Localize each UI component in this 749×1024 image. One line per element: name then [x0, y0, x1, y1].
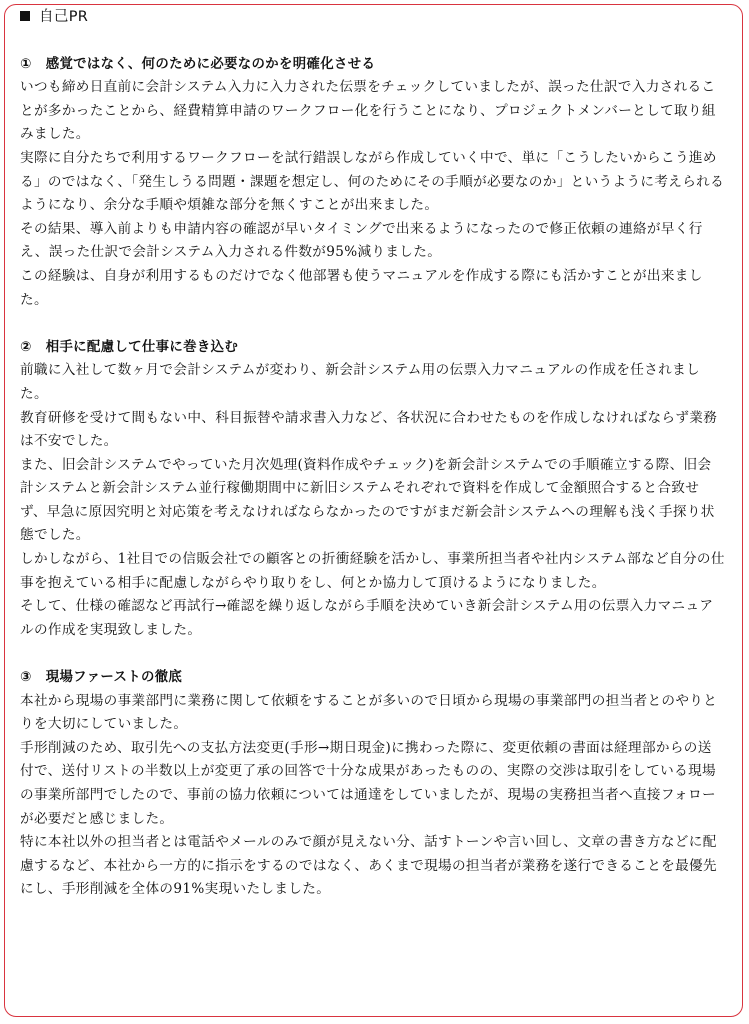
section-number: ②	[20, 339, 32, 355]
section-heading	[20, 53, 725, 77]
section-heading-text: 感覚ではなく、何のために必要なのかを明確化させる	[45, 56, 376, 72]
section-number: ③	[20, 670, 32, 686]
paragraph: いつも締め日直前に会計システム入力に入力された伝票をチェックしていましたが、誤った仕訳で入力されることが多かったことから、経費精算申請のワークフロー化を行うことになり、プロジェクトメンバーとして取り組みました。	[20, 79, 716, 143]
document-title	[20, 6, 725, 30]
section-3	[20, 666, 725, 902]
paragraph: そして、仕様の確認など再試行→確認を繰り返しながら手順を決めていき新会計システム用の伝票入力マニュアルの作成を実現致しました。	[20, 598, 714, 638]
section-heading-text: 現場ファーストの徹底	[45, 670, 183, 686]
black-square-icon	[20, 11, 30, 21]
paragraph: しかしながら、1社目での信販会社での顧客との折衝経験を活かし、事業所担当者や社内システム部など自分の仕事を抱えている相手に配慮しながらやり取りをし、何とか協力して頂けるようになりました。	[20, 551, 725, 591]
paragraph: 手形削減のため、取引先への支払方法変更(手形→期日現金)に携わった際に、変更依頼の書面は経理部からの送付で、送付リストの半数以上が変更了承の回答で十分な成果があったものの、実際の交渉は取引をしている現場の事業所部門でしたので、事前の協力依頼については通達をしていましたが、現場の実務担当者へ直接フォローが必要だと感じました。	[20, 739, 716, 827]
paragraph: その結果、導入前よりも申請内容の確認が早いタイミングで出来るようになったので修正依頼の連絡が早く行え、誤った仕訳で会計システム入力される件数が95%減りました。	[20, 220, 703, 261]
paragraph: 実際に自分たちで利用するワークフローを試行錯誤しながら作成していく中で、単に「こうしたいからこう進める」のではなく、「発生しうる問題・課題を想定し、何のためにその手順が必要なのか」というように考えられるようになり、余分な手順や煩雑な部分を無くすことが出来ました。	[20, 149, 725, 214]
paragraph: 教育研修を受けて間もない中、科目振替や請求書入力など、各状況に合わせたものを作成しなければならず業務は不安でした。	[20, 409, 718, 450]
section-heading-text: 相手に配慮して仕事に巻き込む	[45, 339, 239, 355]
paragraph: この経験は、自身が利用するものだけでなく他部署も使うマニュアルを作成する際にも活かすことが出来ました。	[20, 267, 703, 308]
document-title-text: 自己PR	[39, 9, 89, 25]
section-1	[20, 53, 725, 313]
self-pr-document	[20, 6, 725, 902]
paragraph: 特に本社以外の担当者とは電話やメールのみで顔が見えない分、話すトーンや言い回し、文章の書き方などに配慮するなど、本社から一方的に指示をするのではなく、あくまで現場の担当者が業務を遂行できることを最優先にし、手形削減を全体の91%実現いたしました。	[20, 834, 717, 898]
section-number: ①	[20, 56, 32, 72]
paragraph: 本社から現場の事業部門に業務に関して依頼をすることが多いので日頃から現場の事業部門の担当者とのやりとりを大切にしていました。	[20, 692, 718, 733]
paragraph: 前職に入社して数ヶ月で会計システムが変わり、新会計システム用の伝票入力マニュアルの作成を任されました。	[20, 362, 700, 402]
paragraph: また、旧会計システムでやっていた月次処理(資料作成やチェック)を新会計システムでの手順確立する際、旧会計システムと新会計システム並行稼働期間中に新旧システムそれぞれで資料を作成して金額照合すると合致せず、早急に原因究明と対応策を考えなければならなかったのですがまだ新会計システムへの理解も浅く手探り状態でした。	[20, 456, 715, 544]
section-heading	[20, 336, 725, 360]
section-heading	[20, 666, 725, 690]
section-2	[20, 336, 725, 643]
